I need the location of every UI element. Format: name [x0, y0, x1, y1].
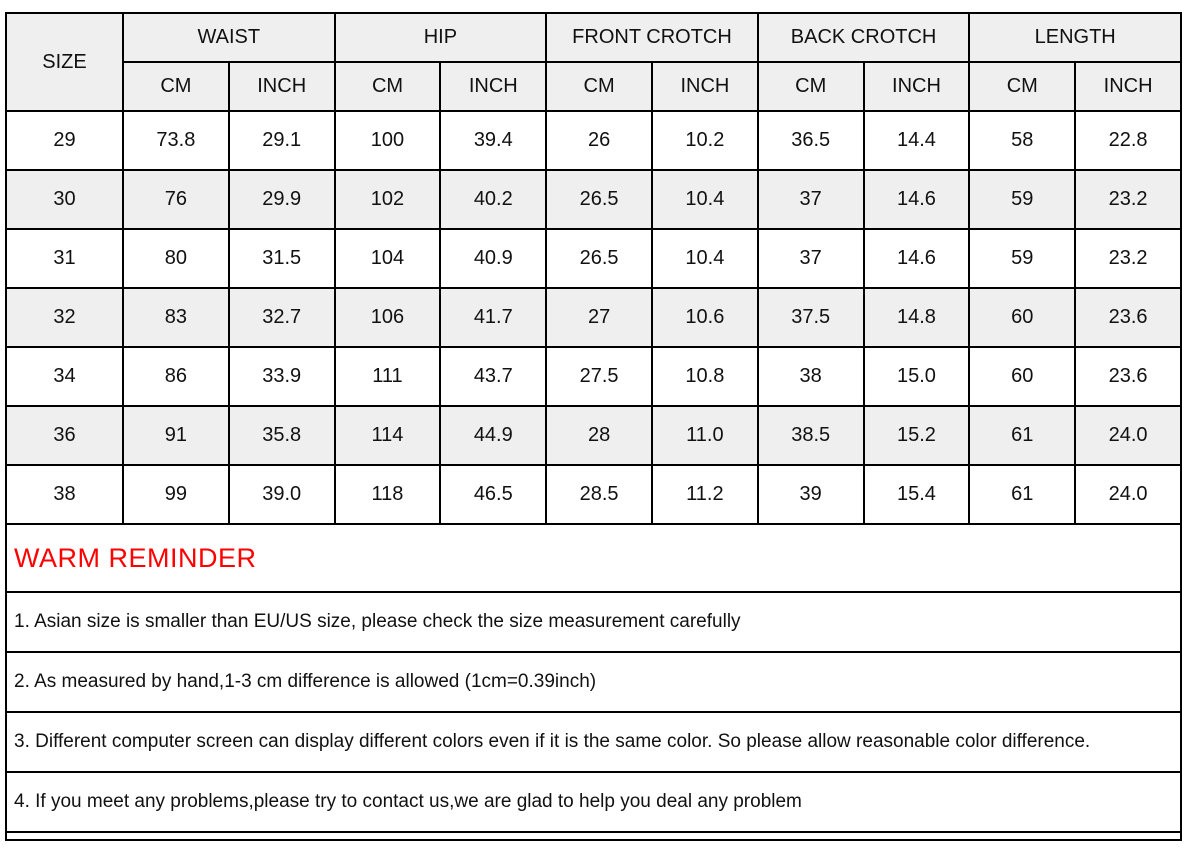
- unit-header: CM: [335, 62, 441, 111]
- value-cell: 14.6: [864, 229, 970, 288]
- value-cell: 10.4: [652, 229, 758, 288]
- value-cell: 15.2: [864, 406, 970, 465]
- value-cell: 39: [758, 465, 864, 524]
- value-cell: 22.8: [1075, 111, 1181, 170]
- value-cell: 37: [758, 229, 864, 288]
- reminder-note-text: 4. If you meet any problems,please try to contact us,we are glad to help you deal any problem: [6, 772, 1181, 832]
- header-unit-row: [6, 62, 1181, 111]
- value-cell: 106: [335, 288, 441, 347]
- value-cell: 37.5: [758, 288, 864, 347]
- size-chart-header: [6, 13, 1181, 111]
- size-table-body: [6, 111, 1181, 524]
- group-header-front-crotch: FRONT CROTCH: [546, 13, 758, 62]
- value-cell: 32.7: [229, 288, 335, 347]
- table-row: [6, 111, 1181, 170]
- reminder-note-row: [6, 772, 1181, 832]
- value-cell: 14.4: [864, 111, 970, 170]
- table-row: [6, 170, 1181, 229]
- value-cell: 39.4: [440, 111, 546, 170]
- bottom-spacer-cell: [6, 832, 1181, 840]
- value-cell: 43.7: [440, 347, 546, 406]
- value-cell: 27.5: [546, 347, 652, 406]
- value-cell: 23.2: [1075, 170, 1181, 229]
- value-cell: 100: [335, 111, 441, 170]
- warm-reminder-title: WARM REMINDER: [6, 524, 1181, 592]
- value-cell: 76: [123, 170, 229, 229]
- value-cell: 99: [123, 465, 229, 524]
- value-cell: 86: [123, 347, 229, 406]
- value-cell: 37: [758, 170, 864, 229]
- value-cell: 27: [546, 288, 652, 347]
- value-cell: 104: [335, 229, 441, 288]
- group-header-length: LENGTH: [969, 13, 1181, 62]
- value-cell: 36.5: [758, 111, 864, 170]
- value-cell: 111: [335, 347, 441, 406]
- reminder-note-row: [6, 652, 1181, 712]
- value-cell: 23.6: [1075, 347, 1181, 406]
- group-header-hip: HIP: [335, 13, 547, 62]
- value-cell: 40.2: [440, 170, 546, 229]
- value-cell: 44.9: [440, 406, 546, 465]
- value-cell: 58: [969, 111, 1075, 170]
- value-cell: 10.4: [652, 170, 758, 229]
- value-cell: 61: [969, 465, 1075, 524]
- size-cell: 30: [6, 170, 123, 229]
- value-cell: 10.8: [652, 347, 758, 406]
- value-cell: 114: [335, 406, 441, 465]
- value-cell: 28.5: [546, 465, 652, 524]
- unit-header: CM: [969, 62, 1075, 111]
- reminder-note-text: 1. Asian size is smaller than EU/US size, please check the size measurement carefully: [6, 592, 1181, 652]
- value-cell: 29.9: [229, 170, 335, 229]
- value-cell: 15.0: [864, 347, 970, 406]
- unit-header: INCH: [229, 62, 335, 111]
- size-chart-table: [5, 12, 1182, 841]
- size-cell: 31: [6, 229, 123, 288]
- value-cell: 59: [969, 170, 1075, 229]
- unit-header: CM: [123, 62, 229, 111]
- warm-reminder-row: [6, 524, 1181, 592]
- value-cell: 59: [969, 229, 1075, 288]
- unit-header: INCH: [864, 62, 970, 111]
- reminder-section: [6, 524, 1181, 840]
- reminder-note-row: [6, 712, 1181, 772]
- table-row: [6, 347, 1181, 406]
- table-row: [6, 229, 1181, 288]
- value-cell: 60: [969, 288, 1075, 347]
- value-cell: 73.8: [123, 111, 229, 170]
- value-cell: 60: [969, 347, 1075, 406]
- unit-header: INCH: [440, 62, 546, 111]
- value-cell: 10.2: [652, 111, 758, 170]
- value-cell: 23.2: [1075, 229, 1181, 288]
- value-cell: 11.0: [652, 406, 758, 465]
- value-cell: 118: [335, 465, 441, 524]
- size-cell: 38: [6, 465, 123, 524]
- size-cell: 32: [6, 288, 123, 347]
- size-cell: 29: [6, 111, 123, 170]
- value-cell: 38: [758, 347, 864, 406]
- value-cell: 11.2: [652, 465, 758, 524]
- reminder-note-text: 3. Different computer screen can display different colors even if it is the same color. So please allow reasonable color difference.: [6, 712, 1181, 772]
- value-cell: 26.5: [546, 170, 652, 229]
- size-cell: 34: [6, 347, 123, 406]
- table-row: [6, 406, 1181, 465]
- unit-header: INCH: [652, 62, 758, 111]
- value-cell: 31.5: [229, 229, 335, 288]
- value-cell: 14.6: [864, 170, 970, 229]
- size-column-header: SIZE: [6, 13, 123, 111]
- value-cell: 10.6: [652, 288, 758, 347]
- value-cell: 83: [123, 288, 229, 347]
- table-row: [6, 288, 1181, 347]
- size-cell: 36: [6, 406, 123, 465]
- reminder-note-row: [6, 592, 1181, 652]
- value-cell: 46.5: [440, 465, 546, 524]
- table-row: [6, 465, 1181, 524]
- value-cell: 14.8: [864, 288, 970, 347]
- value-cell: 39.0: [229, 465, 335, 524]
- value-cell: 61: [969, 406, 1075, 465]
- value-cell: 26: [546, 111, 652, 170]
- value-cell: 33.9: [229, 347, 335, 406]
- unit-header: CM: [758, 62, 864, 111]
- reminder-note-text: 2. As measured by hand,1-3 cm difference is allowed (1cm=0.39inch): [6, 652, 1181, 712]
- value-cell: 28: [546, 406, 652, 465]
- header-group-row: [6, 13, 1181, 62]
- value-cell: 102: [335, 170, 441, 229]
- value-cell: 23.6: [1075, 288, 1181, 347]
- value-cell: 38.5: [758, 406, 864, 465]
- group-header-back-crotch: BACK CROTCH: [758, 13, 970, 62]
- value-cell: 41.7: [440, 288, 546, 347]
- value-cell: 29.1: [229, 111, 335, 170]
- bottom-spacer-row: [6, 832, 1181, 840]
- group-header-waist: WAIST: [123, 13, 335, 62]
- unit-header: CM: [546, 62, 652, 111]
- value-cell: 26.5: [546, 229, 652, 288]
- value-cell: 15.4: [864, 465, 970, 524]
- value-cell: 24.0: [1075, 406, 1181, 465]
- value-cell: 80: [123, 229, 229, 288]
- value-cell: 24.0: [1075, 465, 1181, 524]
- unit-header: INCH: [1075, 62, 1181, 111]
- value-cell: 91: [123, 406, 229, 465]
- value-cell: 35.8: [229, 406, 335, 465]
- value-cell: 40.9: [440, 229, 546, 288]
